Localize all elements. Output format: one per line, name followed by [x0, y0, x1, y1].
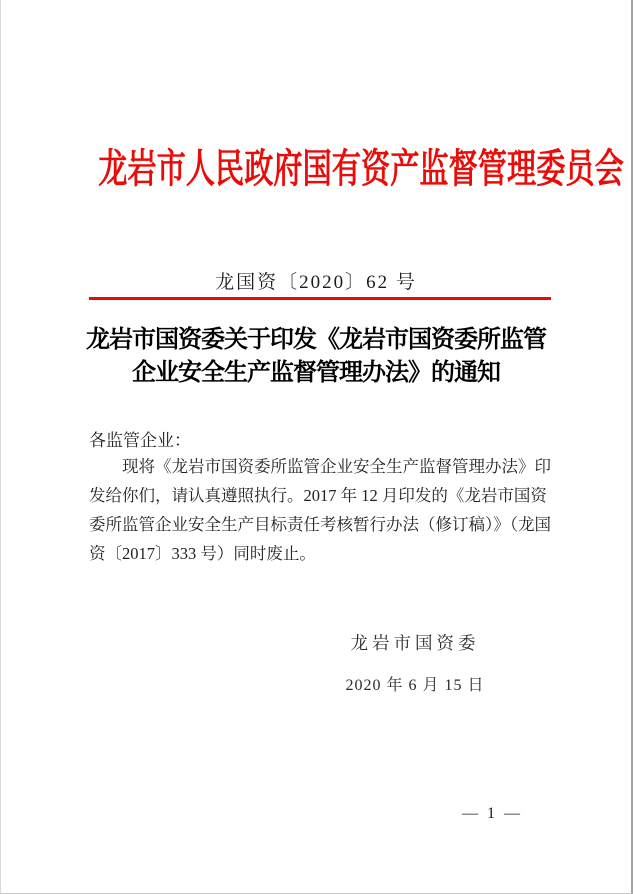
signature-block [295, 630, 535, 695]
body-line-3: 委所监管企业安全生产目标责任考核暂行办法（修订稿）》（龙国 [89, 515, 551, 534]
notice-title [1, 324, 631, 390]
notice-title-line-2: 企业安全生产监督管理办法》的通知 [132, 360, 500, 386]
document-number: 龙国资〔2020〕62 号 [215, 272, 417, 293]
red-divider-line [89, 297, 551, 300]
issue-date: 2020 年 6 月 15 日 [345, 677, 485, 694]
issuing-authority: 龙岩市国资委 [350, 633, 480, 653]
body-line-1: 现将《龙岩市国资委所监管企业安全生产监督管理办法》印 [122, 457, 551, 476]
body-paragraph [89, 452, 557, 568]
letterhead-title [1, 146, 631, 192]
notice-title-line-1: 龙岩市国资委关于印发《龙岩市国资委所监管 [86, 327, 546, 353]
body-line-2: 发给你们，请认真遵照执行。2017 年 12 月印发的《龙岩市国资 [89, 486, 547, 505]
letterhead-title-text: 龙岩市人民政府国有资产监督管理委员会 [98, 146, 624, 191]
page-number: — 1 — [462, 805, 521, 822]
body-line-4: 资〔2017〕333 号）同时废止。 [89, 544, 316, 563]
salutation: 各监管企业： [89, 431, 191, 450]
